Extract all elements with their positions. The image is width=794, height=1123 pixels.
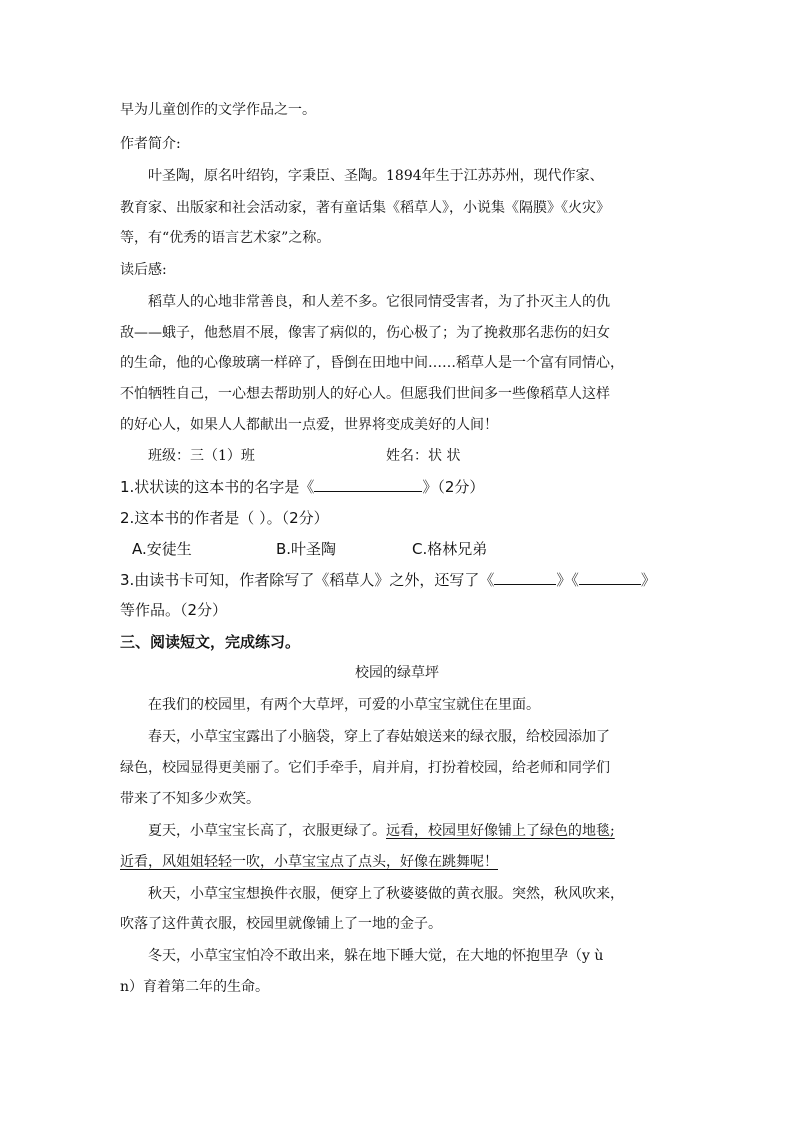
author-line: 等，有“优秀的语言艺术家”之称。 <box>120 230 331 246</box>
card-name-label: 姓名：状 状 <box>386 448 461 464</box>
answer-blank-3a[interactable] <box>494 570 556 585</box>
review-line: 不怕牺牲自己，一心想去帮助别人的好心人。但愿我们世间多一些像稻草人这样 <box>120 386 610 402</box>
answer-blank-1[interactable] <box>314 477 422 492</box>
passage-p2-line: 春天，小草宝宝露出了小脑袋，穿上了春姑娘送来的绿衣服，给校园添加了 <box>148 729 610 745</box>
question-3-prefix: 3.由读书卡可知，作者除写了《稻草人》之外，还写了《 <box>120 571 495 589</box>
question-1-suffix: 》（2分） <box>422 478 485 496</box>
review-line: 稻草人的心地非常善良，和人差不多。它很同情受害者，为了扑灭主人的仇 <box>148 294 610 310</box>
question-3-line2: 等作品。（2分） <box>120 601 228 619</box>
author-heading: 作者简介: <box>120 136 181 152</box>
passage-p3-plain: 夏天，小草宝宝长高了，衣服更绿了。 <box>148 823 386 839</box>
passage-title: 校园的绿草坪 <box>355 665 439 681</box>
question-1-prefix: 1.状状读的这本书的名字是《 <box>120 478 315 496</box>
passage-p3-underlined-2: 近看，风姐姐轻轻一吹，小草宝宝点了点头，好像在跳舞呢！ <box>120 854 498 870</box>
review-line: 的好心人，如果人人都献出一点爱，世界将变成美好的人间！ <box>120 417 498 433</box>
section-3-heading: 三、阅读短文，完成练习。 <box>120 633 301 651</box>
question-3-suffix: 》 <box>640 571 656 589</box>
passage-p4-line: 秋天，小草宝宝想换件衣服，便穿上了秋婆婆做的黄衣服。突然，秋风吹来， <box>148 886 624 902</box>
review-line: 的生命，他的心像玻璃一样碎了，昏倒在田地中间……稻草人是一个富有同情心， <box>120 355 624 371</box>
passage-p5-line: 冬天，小草宝宝怕冷不敢出来，躲在地下睡大觉，在大地的怀抱里孕（y ù <box>148 948 604 964</box>
card-class-label: 班级：三（1）班 <box>148 448 255 464</box>
question-1 <box>120 477 484 497</box>
intro-tail: 早为儿童创作的文学作品之一。 <box>120 102 316 118</box>
author-line: 叶圣陶，原名叶绍钧，字秉臣、圣陶。1894年生于江苏苏州，现代作家、 <box>148 168 604 184</box>
passage-paragraph-1: 在我们的校园里，有两个大草坪，可爱的小草宝宝就住在里面。 <box>148 697 540 713</box>
option-b[interactable]: B.叶圣陶 <box>276 540 337 558</box>
option-c[interactable]: C.格林兄弟 <box>412 540 488 558</box>
question-2: 2.这本书的作者是（ ）。（2分） <box>120 509 329 527</box>
passage-p3-line1 <box>148 821 615 841</box>
question-3-mid: 》《 <box>556 571 579 589</box>
answer-blank-3b[interactable] <box>579 570 641 585</box>
author-line: 教育家、出版家和社会活动家，著有童话集《稻草人》，小说集《隔膜》《火灾》 <box>120 200 610 216</box>
review-line: 敌——蛾子，他愁眉不展，像害了病似的，伤心极了；为了挽救那名悲伤的妇女 <box>120 325 610 341</box>
passage-p2-line: 绿色，校园显得更美丽了。它们手牵手，肩并肩，打扮着校园，给老师和同学们 <box>120 760 610 776</box>
option-a[interactable]: A.安徒生 <box>132 540 192 558</box>
question-3 <box>120 570 656 590</box>
passage-p5-line: n）育着第二年的生命。 <box>120 979 270 995</box>
passage-p3-underlined-1: 远看，校园里好像铺上了绿色的地毯; <box>386 823 615 839</box>
passage-p2-line: 带来了不知多少欢笑。 <box>120 791 260 807</box>
passage-p4-line: 吹落了这件黄衣服，校园里就像铺上了一地的金子。 <box>120 916 442 932</box>
review-heading: 读后感: <box>120 262 167 278</box>
